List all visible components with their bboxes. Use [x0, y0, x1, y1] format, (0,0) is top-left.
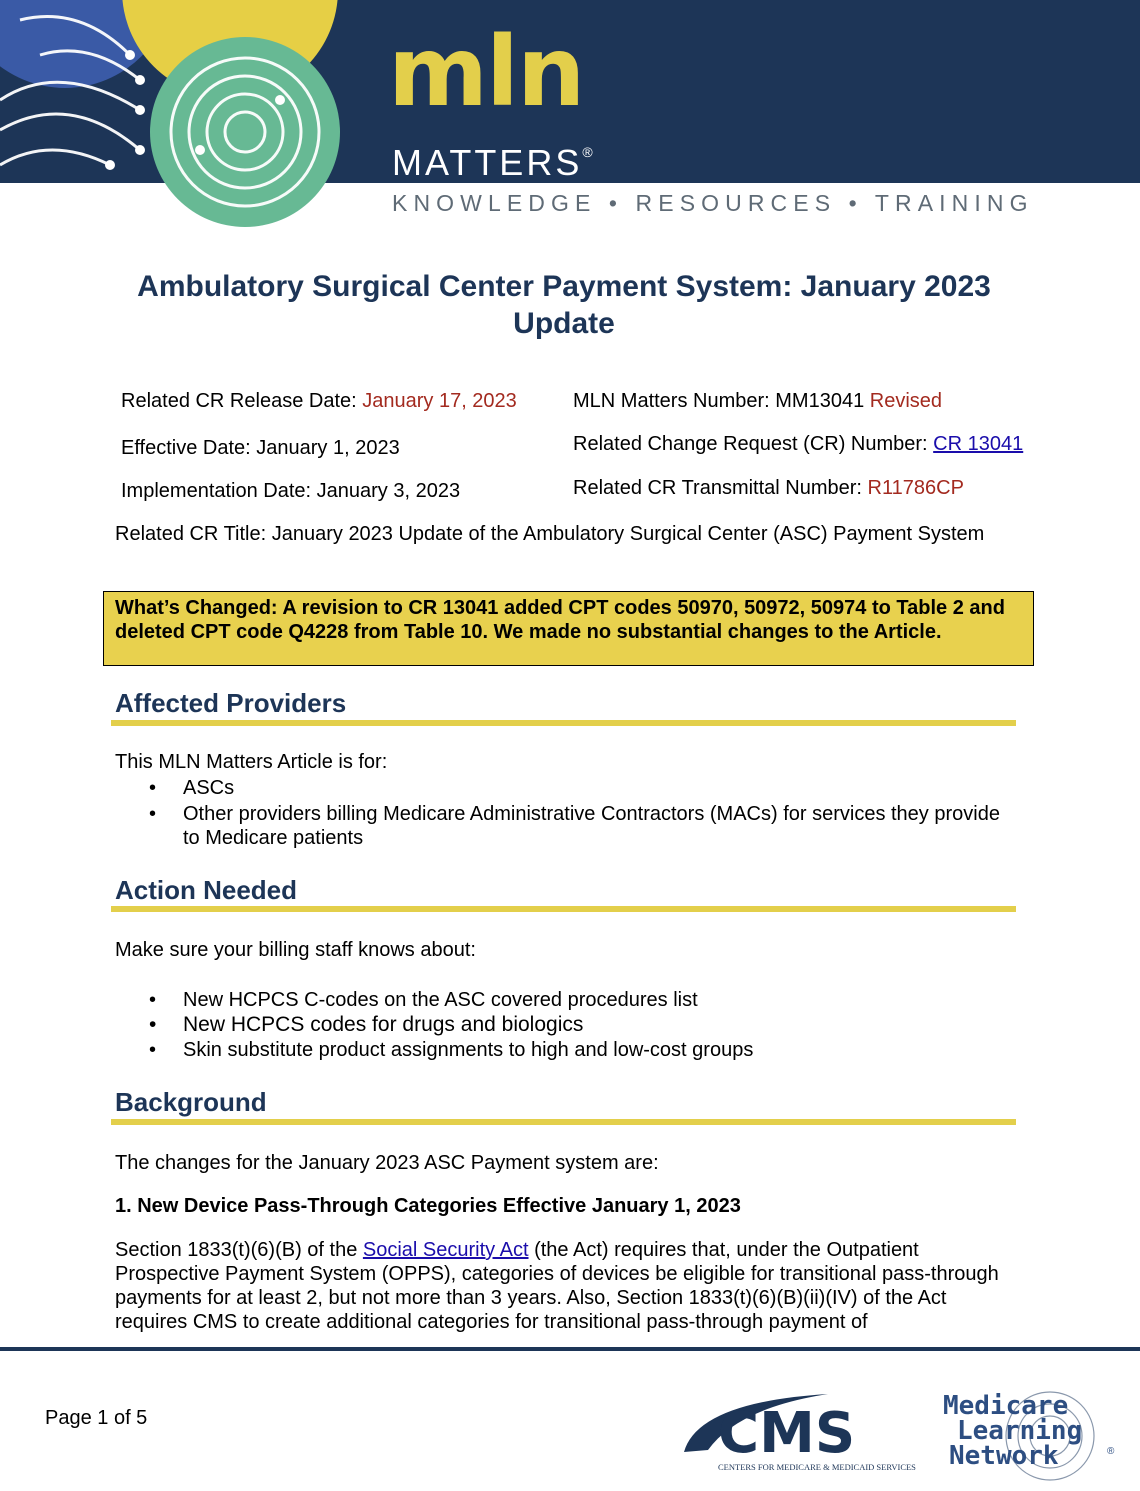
bullet-icon: • [149, 777, 157, 799]
change-request-link[interactable]: CR 13041 [933, 433, 1024, 455]
list-item-text: Other providers billing Medicare Administrative Contractors (MACs) for services they provide to Medicare patients [183, 803, 1000, 849]
background-paragraph [115, 1238, 1015, 1334]
transmittal-label: Related CR Transmittal Number: [573, 477, 868, 499]
action-needed-intro: Make sure your billing staff knows about: [115, 939, 476, 961]
bullet-icon: • [149, 1013, 157, 1036]
mln-logo-registered: ® [1107, 1446, 1115, 1457]
cr-title: Related CR Title: January 2023 Update of the Ambulatory Surgical Center (ASC) Payment System [115, 523, 985, 545]
cms-logo-text: CMS [718, 1401, 856, 1466]
transmittal-number [573, 476, 964, 500]
effective-date: Effective Date: January 1, 2023 [121, 437, 400, 459]
affected-providers-list [115, 776, 1015, 850]
list-item [115, 776, 1015, 800]
background-heading: Background [115, 1087, 267, 1117]
social-security-act-link[interactable]: Social Security Act [362, 1239, 529, 1261]
bullet-icon: • [149, 803, 157, 825]
mln-number [573, 389, 942, 413]
footer-rule [0, 1347, 1140, 1351]
bullet-icon: • [149, 1039, 157, 1061]
whats-changed-alert: What’s Changed: A revision to CR 13041 added CPT codes 50970, 50972, 50974 to Table 2 and deleted CPT code Q4228 from Table 10. We made no substantial changes to the Article. [103, 591, 1034, 666]
cms-tagline: CENTERS FOR MEDICARE & MEDICAID SERVICES [718, 1462, 916, 1472]
section-rule [111, 1119, 1016, 1125]
page-title: Ambulatory Surgical Center Payment System: January 2023 Update [137, 270, 991, 340]
release-date-value: January 17, 2023 [362, 390, 517, 412]
mln-logo-line3: Network [949, 1441, 1059, 1471]
page-number: Page 1 of 5 [45, 1407, 148, 1429]
change-request-label: Related Change Request (CR) Number: [573, 433, 934, 455]
matters-word: MATTERS [392, 142, 583, 183]
mln-number-label: MLN Matters Number: MM13041 [573, 390, 870, 412]
matters-logo-text [392, 132, 593, 183]
tagline: KNOWLEDGE • RESOURCES • TRAINING [392, 190, 1034, 216]
release-date-label: Related CR Release Date: [121, 390, 363, 412]
mln-logo-line1: Medicare [943, 1391, 1069, 1421]
mln-logo-line2: Learning [957, 1416, 1083, 1446]
list-item [115, 988, 1015, 1012]
circles-graphic [0, 0, 380, 230]
list-item [115, 1038, 1015, 1062]
mln-logo-text: mln [388, 16, 584, 128]
list-item-text: New HCPCS C-codes on the ASC covered procedures list [183, 989, 698, 1011]
background-intro: The changes for the January 2023 ASC Payment system are: [115, 1152, 659, 1174]
medicare-learning-network-logo [935, 1378, 1125, 1488]
list-item [115, 1013, 1015, 1037]
action-needed-list [115, 988, 1015, 1062]
cms-logo [678, 1390, 918, 1474]
list-item-text: New HCPCS codes for drugs and biologics [183, 1013, 584, 1036]
action-needed-heading: Action Needed [115, 875, 298, 905]
header-banner [0, 0, 1140, 183]
para-text-before: Section 1833(t)(6)(B) of the [115, 1239, 363, 1261]
list-item-text: Skin substitute product assignments to high and low-cost groups [183, 1039, 754, 1061]
list-item-text: ASCs [183, 777, 235, 799]
section-rule [111, 720, 1016, 726]
list-item [115, 802, 1015, 850]
release-date [121, 389, 517, 413]
section-rule [111, 906, 1016, 912]
para-text-after: (the Act) requires that, under the Outpatient Prospective Payment System (OPPS), categories of devices be eligible for transitional pass-through payments for at least 2, but not more than 3 years. Also, Section 1833(t)(6)(B)(ii)(IV) of the Act requires CMS to create additional categories for transitional pass-through payment of [115, 1239, 999, 1333]
change-request [573, 432, 1023, 456]
affected-providers-intro: This MLN Matters Article is for: [115, 751, 388, 773]
implementation-date: Implementation Date: January 3, 2023 [121, 480, 461, 502]
transmittal-value: R11786CP [867, 477, 964, 499]
registered-mark: ® [582, 144, 593, 160]
device-pass-through-subheading: 1. New Device Pass-Through Categories Effective January 1, 2023 [115, 1195, 741, 1217]
affected-providers-heading: Affected Providers [115, 688, 347, 718]
bullet-icon: • [149, 989, 157, 1011]
mln-number-status: Revised [869, 390, 943, 412]
